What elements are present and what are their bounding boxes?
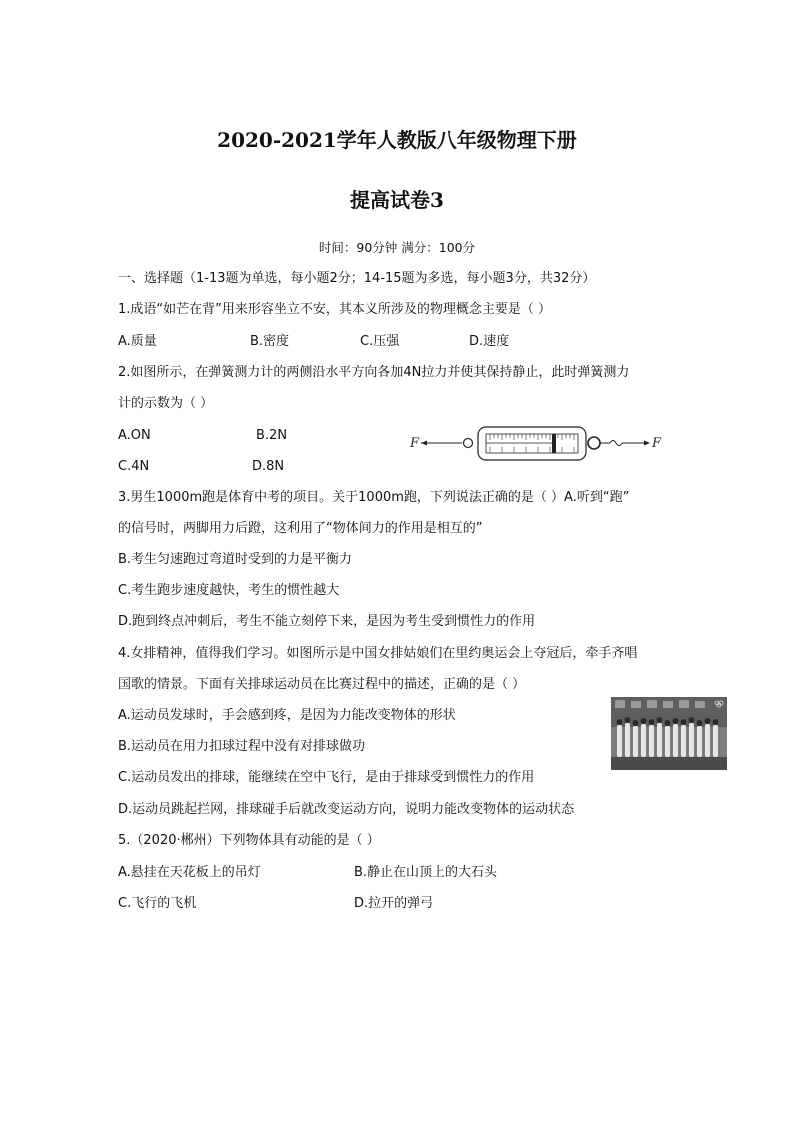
section-heading: 一、选择题（1-13题为单选，每小题2分；14-15题为多选，每小题3分，共32分） bbox=[118, 271, 596, 286]
question-5-stem: 5.（2020·郴州）下列物体具有动能的是（ ） bbox=[118, 833, 380, 848]
question-5-option-a: A.悬挂在天花板上的吊灯 bbox=[118, 865, 261, 880]
question-4-option-c: C.运动员发出的排球，能继续在空中飞行，是由于排球受到惯性力的作用 bbox=[118, 770, 535, 785]
question-1-option-b: B.密度 bbox=[250, 334, 290, 349]
force-label-left: F bbox=[410, 436, 420, 451]
scale-body bbox=[478, 427, 586, 460]
left-arrow-icon bbox=[421, 441, 427, 446]
left-hook-icon bbox=[464, 439, 473, 448]
question-2-option-b: B.2N bbox=[256, 428, 288, 443]
spring-scale-figure bbox=[404, 416, 668, 470]
question-3-stem-line-1: 3.男生1000m跑是体育中考的项目。关于1000m跑，下列说法正确的是（ ）A.听到“跑” bbox=[118, 490, 630, 505]
question-4-stem-line-1: 4.女排精神，值得我们学习。如图所示是中国女排姑娘们在里约奥运会上夺冠后，牵手齐唱 bbox=[118, 646, 638, 661]
question-5-option-c: C.飞行的飞机 bbox=[118, 896, 197, 911]
question-2-option-a: A.ON bbox=[118, 428, 151, 443]
question-2-option-c: C.4N bbox=[118, 459, 150, 474]
question-1-option-a: A.质量 bbox=[118, 334, 157, 349]
document-subtitle: 提高试卷3 bbox=[350, 188, 444, 212]
scale-pointer bbox=[552, 434, 556, 453]
question-5-option-d: D.拉开的弹弓 bbox=[354, 896, 434, 911]
right-arrow-icon bbox=[644, 441, 650, 446]
document-title: 2020-2021学年人教版八年级物理下册 bbox=[217, 128, 577, 152]
question-4-option-a: A.运动员发球时，手会感到疼，是因为力能改变物体的形状 bbox=[118, 708, 456, 723]
exam-meta: 时间：90分钟 满分：100分 bbox=[318, 240, 476, 255]
force-label-right: F bbox=[652, 436, 662, 451]
question-3-stem-line-2: 的信号时，两脚用力后蹬，这利用了“物体间力的作用是相互的” bbox=[118, 521, 483, 536]
scale-slot bbox=[486, 434, 578, 453]
right-ring-icon bbox=[588, 437, 600, 449]
question-1-option-c: C.压强 bbox=[360, 334, 400, 349]
question-1-stem: 1.成语“如芒在背”用来形容坐立不安，其本义所涉及的物理概念主要是（ ） bbox=[118, 302, 552, 317]
question-1-option-d: D.速度 bbox=[469, 334, 510, 349]
scale-ticks bbox=[490, 434, 574, 453]
right-hook-icon bbox=[610, 441, 622, 446]
question-2-option-d: D.8N bbox=[252, 459, 285, 474]
question-4-option-d: D.运动员跳起拦网，排球碰手后就改变运动方向，说明力能改变物体的运动状态 bbox=[118, 802, 575, 817]
question-2-stem-line-1: 2.如图所示，在弹簧测力计的两侧沿水平方向各加4N拉力并使其保持静止，此时弹簧测力 bbox=[118, 365, 630, 380]
volleyball-team-photo bbox=[611, 697, 727, 770]
question-3-option-d: D.跑到终点冲刺后，考生不能立刻停下来，是因为考生受到惯性力的作用 bbox=[118, 614, 536, 629]
question-5-option-b: B.静止在山顶上的大石头 bbox=[354, 865, 498, 880]
question-4-option-b: B.运动员在用力扣球过程中没有对排球做功 bbox=[118, 739, 366, 754]
question-3-option-c: C.考生跑步速度越快，考生的惯性越大 bbox=[118, 583, 340, 598]
question-3-option-b: B.考生匀速跑过弯道时受到的力是平衡力 bbox=[118, 552, 353, 567]
question-2-stem-line-2: 计的示数为（ ） bbox=[118, 396, 214, 411]
question-4-stem-line-2: 国歌的情景。下面有关排球运动员在比赛过程中的描述，正确的是（ ） bbox=[118, 677, 526, 692]
